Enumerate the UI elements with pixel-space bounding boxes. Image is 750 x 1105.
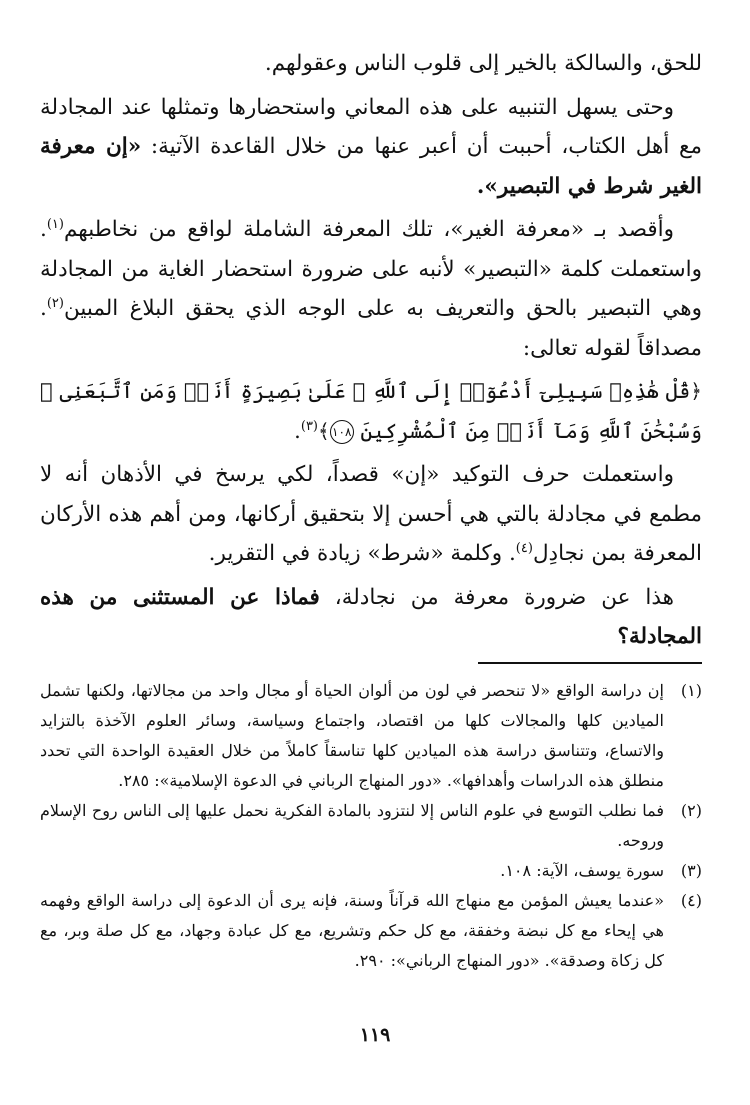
paragraph-5-part-a: هذا عن ضرورة معرفة من نجادلة،	[319, 584, 674, 610]
quran-verse-text: قُلْ هَٰذِهِۦ سَبِيلِىٓ أَدْعُوٓا۟ إِلَى ٱللَّهِ ۚ عَلَىٰ بَصِيرَةٍ أَنَا۠ وَمَنِ ٱتَّبَعَنِى ۖ وَسُبْحَٰنَ ٱللَّهِ وَمَآ أَنَا۠ مِنَ ٱلْمُشْرِكِينَ	[40, 379, 702, 443]
quran-open-bracket: ﴿	[690, 379, 702, 403]
footnote-text: سورة يوسف، الآية: ١٠٨.	[500, 861, 664, 880]
footnote-ref-2[interactable]: (٢)	[46, 295, 64, 311]
paragraph-4-part-a: واستعملت حرف التوكيد «إن» قصداً، لكي يرسخ في الأذهان أنه لا مطمع في مجادلة بالتي هي أحسن إلا بتحقيق أركانها، ومن أهم هذه الأركان المعرفة بمن نجادِل	[40, 462, 702, 566]
verse-number-icon: ١٠٨	[330, 420, 354, 444]
paragraph-3	[40, 210, 702, 368]
paragraph-2-text: وحتى يسهل التنبيه على هذه المعاني واستحضارها وتمثلها عند المجادلة مع أهل الكتاب، أحببت أن أعبر عنها من خلال القاعدة الآتية:	[40, 94, 702, 159]
footnote-ref-3[interactable]: (٣)	[300, 418, 318, 434]
footnote-number: (٤)	[680, 891, 702, 910]
footnote-3	[40, 856, 702, 886]
paragraph-4-part-b: . وكلمة «شرط» زيادة في التقرير.	[208, 541, 516, 566]
section-question: فماذا عن المستثنى من هذه المجادلة؟	[40, 584, 702, 649]
footnote-text: إن دراسة الواقع «لا تنحصر في لون من ألوان الحياة أو مجال واحد من مجالاتها، ولكنها تشمل الميادين كلها والمجالات كلها من اقتصاد، واجتماع وسياسة، وسائر العلوم الآخذة بالتزايد والاتساع، وتتناسق دراسة هذه الميادين كلها تناسقاً كاملاً من خلال العقيدة الواحدة التي تحدد منطلق هذه الدراسات وأهدافها». «دور المنهاج الرباني في الدعوة الإسلامية»: ٢٨٥.	[40, 681, 664, 790]
paragraph-3-part-c: . مصداقاً لقوله تعالى:	[40, 296, 702, 361]
footnote-text: فما نطلب التوسع في علوم الناس إلا لنتزود بالمادة الفكرية نحمل عليها إلى الناس روح الإسلام وروحه.	[40, 801, 664, 850]
paragraph-3-part-b: . واستعملت كلمة «التبصير» لأنبه على ضرورة استحضار الغاية من المجادلة وهي التبصير بالحق والتعريف به على الوجه الذي يحقق البلاغ المبين	[40, 217, 702, 321]
main-text	[40, 44, 702, 657]
paragraph-2	[40, 88, 702, 207]
footnotes	[40, 676, 702, 976]
book-page	[40, 0, 710, 1105]
quran-verse	[40, 372, 702, 451]
paragraph-3-part-a: وأقصد بـ «معرفة الغير»، تلك المعرفة الشاملة لواقع من نخاطبهم	[63, 217, 674, 242]
footnote-ref-4[interactable]: (٤)	[515, 540, 533, 556]
footnote-4	[40, 886, 702, 976]
footnote-1	[40, 676, 702, 796]
rule-statement: «إن معرفة الغير شرط في التبصير».	[40, 134, 702, 199]
footnote-text: «عندما يعيش المؤمن مع منهاج الله قرآناً وسنة، فإنه يرى أن الدعوة إلى دراسة الواقع وفهمه هي إيحاء مع كل نبضة وخفقة، مع كل حكم وتشريع، مع كل عبادة وجهاد، مع كل صلة وبر، مع كل زكاة وصدقة». «دور المنهاج الرباني»: ٢٩٠.	[40, 891, 664, 970]
footnote-number: (١)	[680, 681, 702, 700]
paragraph-4	[40, 455, 702, 574]
paragraph-1: للحق، والسالكة بالخير إلى قلوب الناس وعقولهم.	[264, 51, 702, 76]
footnote-number: (٣)	[680, 861, 702, 880]
quran-close-bracket: ﴾	[318, 418, 330, 443]
footnote-number: (٢)	[680, 801, 702, 820]
footnote-ref-1[interactable]: (١)	[46, 216, 64, 232]
footnote-2	[40, 796, 702, 856]
paragraph-5	[40, 578, 702, 657]
quran-end-period: .	[294, 418, 301, 443]
footnote-separator	[478, 662, 702, 664]
page-number: ١١٩	[359, 1024, 391, 1046]
